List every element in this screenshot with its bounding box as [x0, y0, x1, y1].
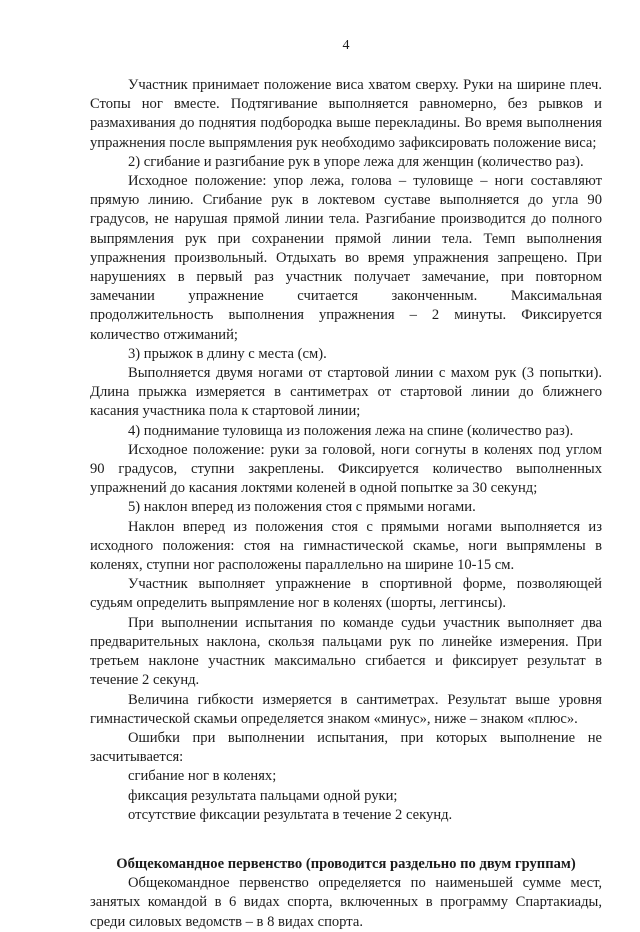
paragraph-jump-description: Выполняется двумя ногами от стартовой линии с махом рук (3 попытки). Длина прыжка измеряется в сантиметрах от стартовой линии до ближнего касания участника пола к стартовой линии;	[90, 365, 602, 420]
page-number: 4	[342, 38, 350, 53]
paragraph-bend-procedure: При выполнении испытания по команде судьи участник выполняет два предварительных наклона, скользя пальцами рук по линейке измерения. При третьем наклоне участник максимально сгибается и фиксирует результат в течение 2 секунд.	[90, 614, 602, 689]
paragraph-situp-description: Исходное положение: руки за головой, ноги согнуты в коленях под углом 90 градусов, ступни закреплены. Фиксируется количество выполненных упражнений до касания локтями коленей в одной попытке за 30 секунд;	[90, 441, 602, 497]
paragraph-bend-description: Наклон вперед из положения стоя с прямыми ногами выполняется из исходного положения: стоя на гимнастической скамье, ноги выпрямлены в коленях, ступни ног расположены параллельно на ширине 10-15 см.	[90, 518, 602, 574]
paragraph-bend-uniform: Участник выполняет упражнение в спортивной форме, позволяющей судьям определить выпрямление ног в коленях (шорты, леггинсы).	[90, 576, 602, 612]
paragraph-team-ranking: Общекомандное первенство определяется по наименьшей сумме мест, занятых командой в 6 видах спорта, включенных в программу Спартакиады, среди силовых ведомств – в 8 видах спорта.	[90, 875, 602, 930]
paragraph-pushup-description: Исходное положение: упор лежа, голова – туловище – ноги составляют прямую линию. Сгибание рук в локтевом суставе выполняется до угла 90 градусов, не нарушая прямой линии тела. Разгибание производится до полного выпрямления рук при сохранении прямой линии тела. Темп выполнения упражнения произвольный. Отдыхать во время упражнения запрещено. При нарушениях в первый раз участник получает замечание, при повторном замечании упражнение считается законченным. Максимальная продолжительность выполнения упражнения – 2 минуты. Фиксируется количество отжиманий;	[90, 173, 602, 343]
paragraph-jump-title: 3) прыжок в длину с места (см).	[128, 345, 327, 362]
paragraph-flexibility-measure: Величина гибкости измеряется в сантиметрах. Результат выше уровня гимнастической скамьи определяется знаком «минус», ниже – знаком «плюс».	[90, 691, 602, 727]
error-item: отсутствие фиксации результата в течение 2 секунд.	[128, 806, 453, 823]
error-item: фиксация результата пальцами одной руки;	[128, 787, 398, 804]
error-item: сгибание ног в коленях;	[128, 768, 277, 785]
paragraph-pullup-description: Участник принимает положение виса хватом сверху. Руки на ширине плеч. Стопы ног вместе. Подтягивание выполняется равномерно, без рывков и размахивания до поднятия подбородка выше перекладины. Во время выполнения упражнения после выпрямления рук необходимо зафиксировать положение виса;	[90, 77, 602, 151]
paragraph-pushup-title: 2) сгибание и разгибание рук в упоре лежа для женщин (количество раз).	[128, 153, 584, 170]
section-heading: Общекомандное первенство (проводится раздельно по двум группам)	[116, 855, 576, 872]
paragraph-errors-intro: Ошибки при выполнении испытания, при которых выполнение не засчитывается:	[90, 729, 602, 766]
paragraph-situp-title: 4) поднимание туловища из положения лежа на спине (количество раз).	[128, 422, 574, 439]
paragraph-bend-title: 5) наклон вперед из положения стоя с прямыми ногами.	[128, 499, 476, 516]
